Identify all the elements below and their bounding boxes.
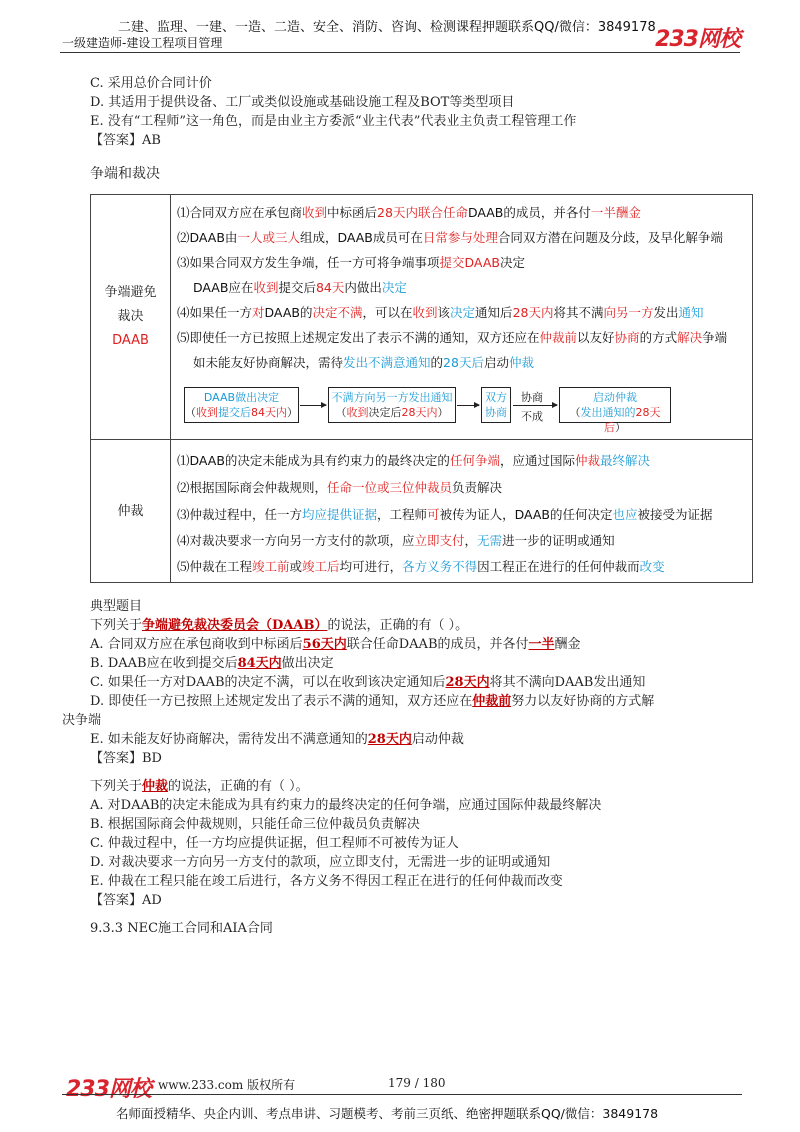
flow-box-arbitration: 启动仲裁 （发出通知的28天后） [559, 387, 671, 423]
row1-line2: ⑵DAAB由一人或三人组成，DAAB成员可在日常参与处理合同双方潜在问题及分歧，及早化解争端 [177, 230, 723, 245]
row1-label-line3: DAAB [112, 333, 149, 348]
q2-option-e: E. 仲裁在工程只能在竣工后进行，各方义务不得因工程正在进行的任何仲裁而改变 [90, 874, 563, 889]
q2-option-c: C. 仲裁过程中，任一方均应提供证据，但工程师不可被传为证人 [90, 836, 459, 851]
footer-logo: 233网校 [66, 1077, 151, 1102]
footer-bottom-line: 名师面授精华、央企内训、考点串讲、习题模考、考前三页纸、绝密押题联系QQ/微信：3849178 [116, 1106, 659, 1121]
row1-label-line2: 裁决 [117, 309, 144, 324]
row2-label-cell [91, 439, 171, 582]
row2-line4: ⑷对裁决要求一方向另一方支付的款项，应立即支付，无需进一步的证明或通知 [177, 533, 615, 548]
q2-option-a: A. 对DAAB的决定未能成为具有约束力的最终决定的任何争端，应通过国际仲裁最终解决 [90, 798, 602, 813]
q1-option-a: A. 合同双方应在承包商收到中标函后56天内联合任命DAAB的成员，并各付一半酬金 [90, 637, 581, 652]
dispute-table [90, 194, 753, 583]
row2-label: 仲裁 [117, 504, 144, 519]
flow-box-negotiate: 双方 协商 [481, 387, 511, 423]
row-divider [91, 439, 752, 440]
section-title: 争端和裁决 [90, 166, 160, 182]
footer-divider [62, 1094, 742, 1095]
q1-label: 典型题目 [90, 599, 143, 614]
q1-option-b: B. DAAB应在收到提交后84天内做出决定 [90, 656, 334, 671]
q2-option-b: B. 根据国际商会仲裁规则，只能任命三位仲裁员负责解决 [90, 817, 420, 832]
row1-label-line1: 争端避免 [104, 285, 157, 300]
row1-label-cell [91, 195, 171, 439]
row1-line1: ⑴合同双方应在承包商收到中标函后28天内联合任命DAAB的成员，并各付一半酬金 [177, 205, 641, 220]
header-logo: 233网校 [655, 27, 740, 52]
next-section-title: 9.3.3 NEC施工合同和AIA合同 [90, 921, 273, 936]
row1-line7: 如未能友好协商解决，需待发出不满意通知的28天后启动仲裁 [193, 355, 534, 370]
row1-line5: ⑷如果任一方对DAAB的决定不满，可以在收到该决定通知后28天内将其不满向另一方发出通知 [177, 305, 704, 320]
q1-option-d-cont: 决争端 [62, 713, 102, 728]
q1-stem: 下列关于争端避免裁决委员会（DAAB）的说法，正确的有（ ）。 [90, 618, 469, 633]
row1-line4: DAAB应在收到提交后84天内做出决定 [193, 280, 407, 295]
q1-answer: 【答案】BD [90, 751, 162, 766]
row2-line3: ⑶仲裁过程中，任一方均应提供证据，工程师可被传为证人，DAAB的任何决定也应被接受为证据 [177, 507, 713, 522]
footer-site: www.233.com 版权所有 [158, 1078, 296, 1092]
flow-arrow-1 [300, 405, 326, 406]
page-number: 179 / 180 [388, 1076, 446, 1090]
flow-arrow-2 [457, 405, 479, 406]
row1-line3: ⑶如果合同双方发生争端，任一方可将争端事项提交DAAB决定 [177, 255, 525, 270]
prev-option-e: E. 没有“工程师”这一角色，而是由业主方委派“业主代表”代表业主负责工程管理工作 [90, 114, 577, 129]
header-top-line: 二建、监理、一建、一造、二造、安全、消防、咨询、检测课程押题联系QQ/微信：3849178 [118, 20, 656, 35]
row2-line1: ⑴DAAB的决定未能成为具有约束力的最终决定的任何争端，应通过国际仲裁最终解决 [177, 453, 650, 468]
header-divider [60, 52, 740, 53]
flow-arrow-3 [513, 405, 557, 406]
q2-stem: 下列关于仲裁的说法，正确的有（ ）。 [90, 779, 309, 794]
q2-answer: 【答案】AD [90, 893, 162, 908]
flow-box-notice: 不满方向另一方发出通知 （收到决定后28天内） [328, 387, 456, 423]
row2-line5: ⑸仲裁在工程竣工前或竣工后均可进行，各方义务不得因工程正在进行的任何仲裁而改变 [177, 559, 665, 574]
row1-line6: ⑸即使任一方已按照上述规定发出了表示不满的通知，双方还应在仲裁前以友好协商的方式解决争端 [177, 330, 728, 345]
header-subtitle: 一级建造师-建设工程项目管理 [62, 36, 223, 50]
flow-label-fail: 不成 [521, 410, 543, 423]
flow-box-daab-decision: DAAB做出决定 （收到提交后84天内） [184, 387, 299, 423]
prev-option-d: D. 其适用于提供设备、工厂或类似设施或基础设施工程及BOT等类型项目 [90, 95, 515, 110]
q1-option-c: C. 如果任一方对DAAB的决定不满，可以在收到该决定通知后28天内将其不满向DAAB发出通知 [90, 675, 646, 690]
q1-option-d: D. 即使任一方已按照上述规定发出了表示不满的通知，双方还应在仲裁前努力以友好协商的方式解 [90, 694, 655, 709]
prev-option-c: C. 采用总价合同计价 [90, 76, 212, 91]
prev-answer: 【答案】AB [90, 133, 161, 148]
q2-option-d: D. 对裁决要求一方向另一方支付的款项，应立即支付，无需进一步的证明或通知 [90, 855, 551, 870]
flow-label-negotiate: 协商 [521, 391, 543, 404]
row2-line2: ⑵根据国际商会仲裁规则，任命一位或三位仲裁员负责解决 [177, 480, 503, 495]
q1-option-e: E. 如未能友好协商解决，需待发出不满意通知的28天内启动仲裁 [90, 732, 464, 747]
